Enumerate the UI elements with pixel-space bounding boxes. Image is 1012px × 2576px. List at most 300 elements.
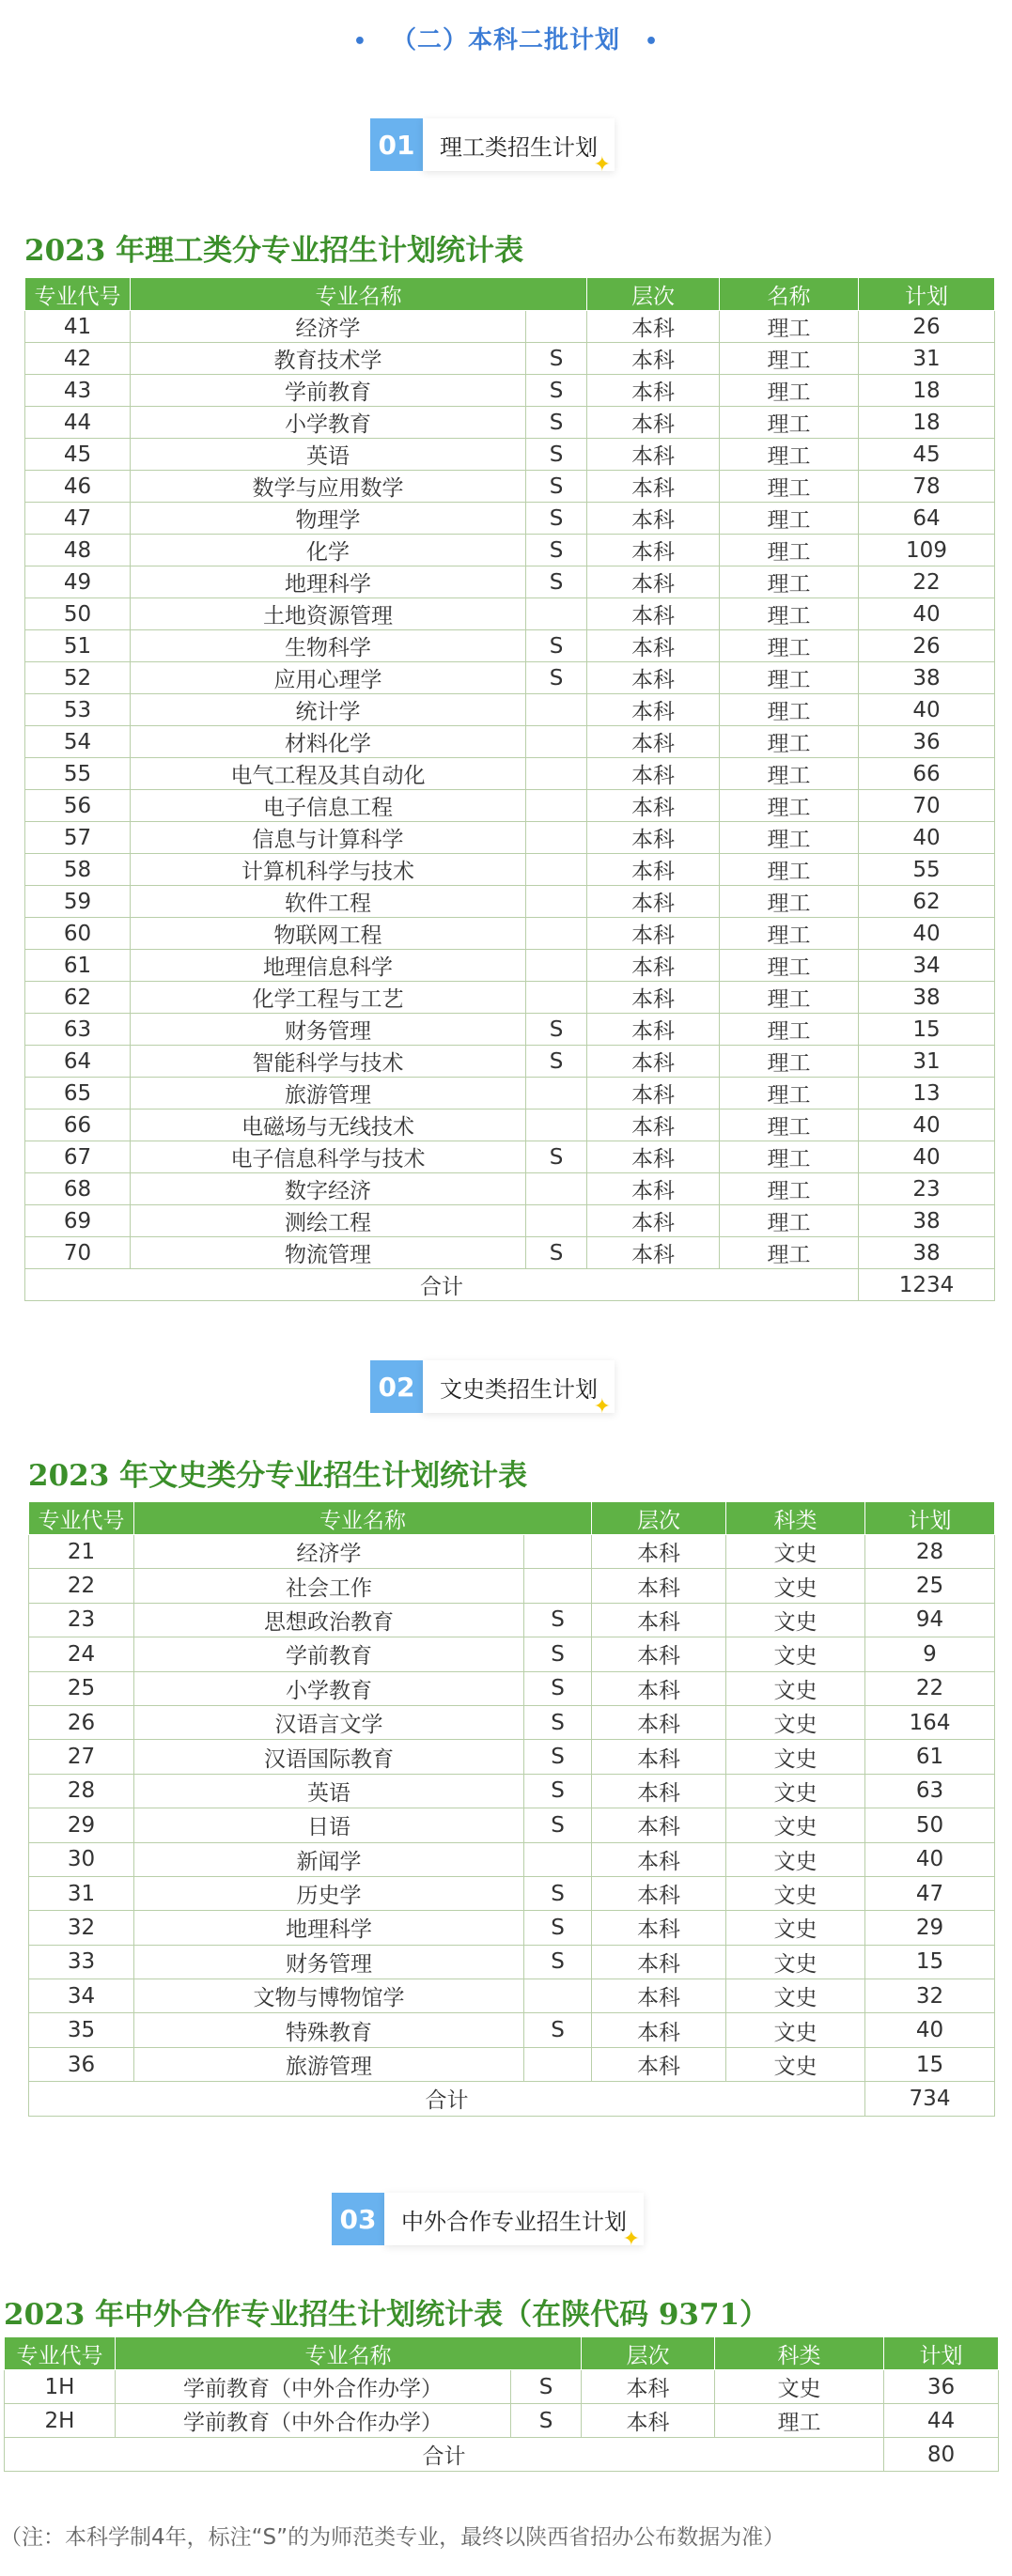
cell-plan: 34 — [859, 950, 995, 982]
cell-normal-flag: S — [526, 630, 587, 662]
cell-level: 本科 — [592, 1637, 726, 1671]
total-value: 80 — [884, 2438, 999, 2472]
section-label-box — [423, 1360, 615, 1419]
page-heading — [0, 21, 1012, 55]
cell-code: 70 — [25, 1237, 131, 1269]
cell-level: 本科 — [587, 1141, 720, 1173]
cell-normal-flag — [526, 598, 587, 630]
table-row — [5, 2404, 999, 2438]
cell-major: 数字经济 — [131, 1173, 526, 1205]
header-name: 专业名称 — [134, 1502, 592, 1535]
cell-category: 理工 — [720, 311, 859, 343]
cell-level: 本科 — [587, 1078, 720, 1110]
cell-plan: 78 — [859, 471, 995, 503]
header-code: 专业代号 — [5, 2337, 116, 2370]
cell-normal-flag — [526, 1205, 587, 1237]
cell-level: 本科 — [587, 982, 720, 1014]
cell-normal-flag — [526, 311, 587, 343]
table-row — [25, 375, 995, 407]
cell-plan: 62 — [859, 886, 995, 918]
cell-code: 23 — [29, 1603, 134, 1637]
sparkle-icon: ✦ — [593, 1395, 611, 1419]
cell-category: 理工 — [720, 439, 859, 471]
cell-category: 理工 — [720, 343, 859, 375]
table-row — [29, 1637, 995, 1671]
header-name: 专业名称 — [116, 2337, 582, 2370]
cell-normal-flag: S — [526, 1141, 587, 1173]
cell-category: 理工 — [720, 407, 859, 439]
plan-table-3 — [4, 2336, 999, 2472]
table-row — [25, 503, 995, 535]
header-code: 专业代号 — [25, 278, 131, 311]
cell-major: 电子信息科学与技术 — [131, 1141, 526, 1173]
table-row — [25, 790, 995, 822]
cell-major: 日语 — [134, 1808, 524, 1842]
total-row — [25, 1269, 995, 1301]
table-row — [29, 1945, 995, 1979]
cell-category: 理工 — [720, 503, 859, 535]
table-row — [29, 1603, 995, 1637]
cell-category: 文史 — [726, 2013, 865, 2047]
section-badge-2 — [370, 1358, 615, 1419]
cell-normal-flag: S — [524, 1671, 592, 1705]
cell-major: 社会工作 — [134, 1569, 524, 1603]
cell-category: 文史 — [726, 1740, 865, 1774]
cell-category: 文史 — [726, 1911, 865, 1945]
cell-plan: 40 — [865, 1842, 995, 1876]
cell-major: 统计学 — [131, 694, 526, 726]
cell-category: 理工 — [720, 1205, 859, 1237]
plan-table-2 — [28, 1501, 995, 2117]
cell-normal-flag: S — [526, 471, 587, 503]
cell-plan: 40 — [859, 918, 995, 950]
cell-code: 1H — [5, 2370, 116, 2404]
cell-category: 文史 — [715, 2370, 884, 2404]
footnote: （注：本科学制4年，标注“S”的为师范类专业，最终以陕西省招办公布数据为准） — [0, 2525, 786, 2550]
cell-normal-flag: S — [526, 503, 587, 535]
cell-level: 本科 — [592, 1569, 726, 1603]
cell-major: 特殊教育 — [134, 2013, 524, 2047]
cell-plan: 29 — [865, 1911, 995, 1945]
cell-category: 理工 — [720, 918, 859, 950]
cell-major: 电磁场与无线技术 — [131, 1110, 526, 1141]
cell-plan: 23 — [859, 1173, 995, 1205]
table-row — [25, 726, 995, 758]
cell-level: 本科 — [587, 375, 720, 407]
cell-plan: 9 — [865, 1637, 995, 1671]
cell-category: 理工 — [715, 2404, 884, 2438]
cell-code: 64 — [25, 1046, 131, 1078]
table-row — [25, 886, 995, 918]
cell-category: 理工 — [720, 886, 859, 918]
table-header-row — [29, 1502, 995, 1535]
section-number: 02 — [370, 1360, 423, 1413]
cell-code: 54 — [25, 726, 131, 758]
table-row — [29, 2013, 995, 2047]
cell-plan: 38 — [859, 662, 995, 694]
cell-normal-flag — [526, 790, 587, 822]
cell-code: 49 — [25, 566, 131, 598]
cell-level: 本科 — [592, 1842, 726, 1876]
cell-code: 62 — [25, 982, 131, 1014]
cell-major: 物理学 — [131, 503, 526, 535]
cell-category: 理工 — [720, 1110, 859, 1141]
table-row — [25, 566, 995, 598]
table-row — [25, 1046, 995, 1078]
cell-code: 36 — [29, 2047, 134, 2081]
table-row — [29, 1911, 995, 1945]
cell-code: 65 — [25, 1078, 131, 1110]
cell-level: 本科 — [587, 407, 720, 439]
header-level: 层次 — [592, 1502, 726, 1535]
cell-level: 本科 — [587, 726, 720, 758]
cell-category: 文史 — [726, 1979, 865, 2013]
cell-major: 土地资源管理 — [131, 598, 526, 630]
cell-category: 理工 — [720, 758, 859, 790]
cell-code: 68 — [25, 1173, 131, 1205]
table-header-row — [25, 278, 995, 311]
cell-plan: 26 — [859, 311, 995, 343]
header-code: 专业代号 — [29, 1502, 134, 1535]
cell-category: 理工 — [720, 471, 859, 503]
cell-level: 本科 — [587, 1205, 720, 1237]
sparkle-icon: ✦ — [622, 2227, 640, 2251]
cell-category: 理工 — [720, 726, 859, 758]
cell-level: 本科 — [592, 1671, 726, 1705]
cell-plan: 38 — [859, 982, 995, 1014]
cell-category: 理工 — [720, 1046, 859, 1078]
cell-category: 理工 — [720, 662, 859, 694]
header-level: 层次 — [582, 2337, 715, 2370]
table-row — [29, 1535, 995, 1569]
cell-level: 本科 — [592, 1808, 726, 1842]
cell-major: 英语 — [134, 1774, 524, 1808]
table-row — [25, 343, 995, 375]
cell-level: 本科 — [587, 566, 720, 598]
cell-level: 本科 — [592, 2047, 726, 2081]
cell-normal-flag — [526, 982, 587, 1014]
cell-plan: 50 — [865, 1808, 995, 1842]
cell-code: 27 — [29, 1740, 134, 1774]
section-number: 03 — [332, 2193, 384, 2245]
cell-plan: 40 — [859, 598, 995, 630]
cell-code: 34 — [29, 1979, 134, 2013]
cell-level: 本科 — [587, 1110, 720, 1141]
cell-code: 2H — [5, 2404, 116, 2438]
table-row — [29, 1569, 995, 1603]
header-category: 科类 — [726, 1502, 865, 1535]
cell-level: 本科 — [587, 950, 720, 982]
header-plan: 计划 — [859, 278, 995, 311]
cell-category: 理工 — [720, 1237, 859, 1269]
cell-major: 汉语言文学 — [134, 1705, 524, 1739]
table-row — [25, 535, 995, 566]
cell-code: 55 — [25, 758, 131, 790]
cell-level: 本科 — [592, 2013, 726, 2047]
cell-normal-flag — [526, 950, 587, 982]
total-label: 合计 — [25, 1269, 859, 1301]
cell-normal-flag: S — [526, 535, 587, 566]
cell-major: 地理科学 — [134, 1911, 524, 1945]
table-row — [25, 758, 995, 790]
table-title-3: 2023 年中外合作专业招生计划统计表（在陕代码 9371） — [4, 2298, 770, 2332]
cell-level: 本科 — [587, 630, 720, 662]
cell-plan: 38 — [859, 1205, 995, 1237]
cell-plan: 36 — [884, 2370, 999, 2404]
cell-major: 信息与计算科学 — [131, 822, 526, 854]
cell-level: 本科 — [587, 1173, 720, 1205]
cell-major: 新闻学 — [134, 1842, 524, 1876]
total-label: 合计 — [29, 2082, 865, 2116]
cell-level: 本科 — [582, 2370, 715, 2404]
table-row — [25, 694, 995, 726]
total-row — [5, 2438, 999, 2472]
table-row — [25, 982, 995, 1014]
cell-major: 电子信息工程 — [131, 790, 526, 822]
cell-level: 本科 — [587, 918, 720, 950]
total-value: 734 — [865, 2082, 995, 2116]
cell-major: 教育技术学 — [131, 343, 526, 375]
cell-normal-flag — [524, 2047, 592, 2081]
cell-code: 61 — [25, 950, 131, 982]
cell-major: 财务管理 — [131, 1014, 526, 1046]
cell-plan: 94 — [865, 1603, 995, 1637]
cell-normal-flag: S — [524, 1774, 592, 1808]
cell-major: 物流管理 — [131, 1237, 526, 1269]
header-plan: 计划 — [884, 2337, 999, 2370]
cell-normal-flag: S — [524, 2013, 592, 2047]
cell-code: 69 — [25, 1205, 131, 1237]
cell-category: 文史 — [726, 1705, 865, 1739]
cell-plan: 26 — [859, 630, 995, 662]
cell-plan: 64 — [859, 503, 995, 535]
cell-category: 理工 — [720, 1078, 859, 1110]
cell-major: 材料化学 — [131, 726, 526, 758]
cell-plan: 13 — [859, 1078, 995, 1110]
cell-normal-flag — [526, 1173, 587, 1205]
cell-plan: 36 — [859, 726, 995, 758]
cell-plan: 40 — [859, 694, 995, 726]
cell-level: 本科 — [592, 1979, 726, 2013]
cell-category: 理工 — [720, 1173, 859, 1205]
cell-normal-flag — [524, 1842, 592, 1876]
cell-level: 本科 — [592, 1911, 726, 1945]
cell-normal-flag — [526, 822, 587, 854]
section-number: 01 — [370, 118, 423, 171]
table-row — [25, 1078, 995, 1110]
cell-normal-flag — [526, 1110, 587, 1141]
cell-normal-flag: S — [524, 1945, 592, 1979]
header-category: 科类 — [715, 2337, 884, 2370]
cell-level: 本科 — [592, 1774, 726, 1808]
cell-normal-flag: S — [526, 566, 587, 598]
cell-code: 35 — [29, 2013, 134, 2047]
table-title-2: 2023 年文史类分专业招生计划统计表 — [28, 1459, 528, 1493]
cell-level: 本科 — [592, 1603, 726, 1637]
cell-normal-flag — [526, 726, 587, 758]
cell-normal-flag — [524, 1535, 592, 1569]
cell-level: 本科 — [587, 886, 720, 918]
cell-category: 文史 — [726, 1671, 865, 1705]
cell-code: 60 — [25, 918, 131, 950]
table-row — [5, 2370, 999, 2404]
cell-category: 理工 — [720, 854, 859, 886]
cell-code: 22 — [29, 1569, 134, 1603]
cell-level: 本科 — [587, 503, 720, 535]
cell-code: 67 — [25, 1141, 131, 1173]
table-row — [25, 407, 995, 439]
cell-category: 理工 — [720, 566, 859, 598]
cell-level: 本科 — [587, 854, 720, 886]
cell-category: 理工 — [720, 790, 859, 822]
cell-level: 本科 — [587, 790, 720, 822]
table-row — [29, 1979, 995, 2013]
total-row — [29, 2082, 995, 2116]
cell-normal-flag — [526, 918, 587, 950]
cell-plan: 31 — [859, 1046, 995, 1078]
cell-level: 本科 — [587, 439, 720, 471]
cell-plan: 40 — [859, 1110, 995, 1141]
cell-code: 46 — [25, 471, 131, 503]
cell-normal-flag: S — [524, 1911, 592, 1945]
table-row — [25, 1141, 995, 1173]
cell-code: 59 — [25, 886, 131, 918]
cell-normal-flag: S — [524, 1808, 592, 1842]
cell-plan: 15 — [859, 1014, 995, 1046]
cell-normal-flag: S — [526, 662, 587, 694]
table-row — [29, 1671, 995, 1705]
cell-plan: 22 — [859, 566, 995, 598]
cell-normal-flag — [526, 758, 587, 790]
cell-major: 数学与应用数学 — [131, 471, 526, 503]
header-plan: 计划 — [865, 1502, 995, 1535]
cell-major: 思想政治教育 — [134, 1603, 524, 1637]
cell-major: 地理科学 — [131, 566, 526, 598]
cell-code: 66 — [25, 1110, 131, 1141]
cell-category: 文史 — [726, 1535, 865, 1569]
cell-plan: 164 — [865, 1705, 995, 1739]
cell-plan: 45 — [859, 439, 995, 471]
cell-code: 56 — [25, 790, 131, 822]
cell-category: 文史 — [726, 1945, 865, 1979]
table-row — [29, 1808, 995, 1842]
cell-normal-flag: S — [511, 2404, 582, 2438]
cell-normal-flag — [526, 854, 587, 886]
heading-text: （二）本科二批计划 — [391, 26, 620, 54]
cell-code: 57 — [25, 822, 131, 854]
table-row — [25, 311, 995, 343]
table-row — [29, 1842, 995, 1876]
cell-code: 25 — [29, 1671, 134, 1705]
cell-code: 31 — [29, 1876, 134, 1910]
cell-code: 63 — [25, 1014, 131, 1046]
cell-category: 文史 — [726, 1603, 865, 1637]
cell-plan: 66 — [859, 758, 995, 790]
cell-normal-flag: S — [526, 439, 587, 471]
cell-level: 本科 — [587, 598, 720, 630]
table-row — [25, 598, 995, 630]
table-row — [25, 1014, 995, 1046]
cell-plan: 40 — [859, 1141, 995, 1173]
cell-category: 理工 — [720, 1141, 859, 1173]
section-badge-1 — [370, 116, 615, 177]
cell-code: 24 — [29, 1637, 134, 1671]
cell-level: 本科 — [587, 535, 720, 566]
cell-level: 本科 — [592, 1705, 726, 1739]
table-header-row — [5, 2337, 999, 2370]
cell-normal-flag: S — [524, 1740, 592, 1774]
cell-normal-flag: S — [526, 343, 587, 375]
cell-major: 学前教育 — [134, 1637, 524, 1671]
cell-plan: 15 — [865, 1945, 995, 1979]
cell-major: 学前教育 — [131, 375, 526, 407]
cell-normal-flag: S — [524, 1705, 592, 1739]
table-row — [25, 918, 995, 950]
cell-code: 51 — [25, 630, 131, 662]
table-row — [25, 471, 995, 503]
cell-category: 理工 — [720, 375, 859, 407]
cell-normal-flag: S — [526, 1046, 587, 1078]
cell-category: 理工 — [720, 982, 859, 1014]
cell-normal-flag: S — [524, 1876, 592, 1910]
plan-table-1 — [24, 277, 995, 1301]
cell-code: 21 — [29, 1535, 134, 1569]
cell-code: 43 — [25, 375, 131, 407]
cell-level: 本科 — [582, 2404, 715, 2438]
cell-plan: 55 — [859, 854, 995, 886]
cell-normal-flag: S — [524, 1603, 592, 1637]
cell-code: 32 — [29, 1911, 134, 1945]
cell-code: 26 — [29, 1705, 134, 1739]
table-row — [29, 1740, 995, 1774]
section-label: 中外合作专业招生计划 — [401, 2208, 627, 2235]
cell-level: 本科 — [592, 1535, 726, 1569]
cell-plan: 32 — [865, 1979, 995, 2013]
cell-plan: 22 — [865, 1671, 995, 1705]
cell-code: 47 — [25, 503, 131, 535]
cell-category: 理工 — [720, 535, 859, 566]
table-row — [25, 1110, 995, 1141]
cell-category: 文史 — [726, 1876, 865, 1910]
cell-normal-flag — [526, 694, 587, 726]
cell-level: 本科 — [592, 1876, 726, 1910]
cell-major: 化学工程与工艺 — [131, 982, 526, 1014]
section-badge-3 — [332, 2191, 644, 2251]
cell-plan: 63 — [865, 1774, 995, 1808]
cell-major: 应用心理学 — [131, 662, 526, 694]
table-row — [25, 1173, 995, 1205]
cell-normal-flag: S — [524, 1637, 592, 1671]
table-title-1: 2023 年理工类分专业招生计划统计表 — [24, 234, 524, 268]
cell-normal-flag: S — [526, 407, 587, 439]
cell-category: 理工 — [720, 1014, 859, 1046]
cell-code: 45 — [25, 439, 131, 471]
cell-plan: 25 — [865, 1569, 995, 1603]
cell-major: 计算机科学与技术 — [131, 854, 526, 886]
table-row — [25, 439, 995, 471]
total-value: 1234 — [859, 1269, 995, 1301]
cell-normal-flag: S — [526, 1014, 587, 1046]
cell-level: 本科 — [587, 343, 720, 375]
cell-code: 41 — [25, 311, 131, 343]
cell-major: 汉语国际教育 — [134, 1740, 524, 1774]
cell-level: 本科 — [587, 1046, 720, 1078]
cell-major: 英语 — [131, 439, 526, 471]
cell-category: 文史 — [726, 2047, 865, 2081]
cell-level: 本科 — [587, 1237, 720, 1269]
cell-plan: 40 — [859, 822, 995, 854]
cell-major: 学前教育（中外合作办学） — [116, 2404, 511, 2438]
